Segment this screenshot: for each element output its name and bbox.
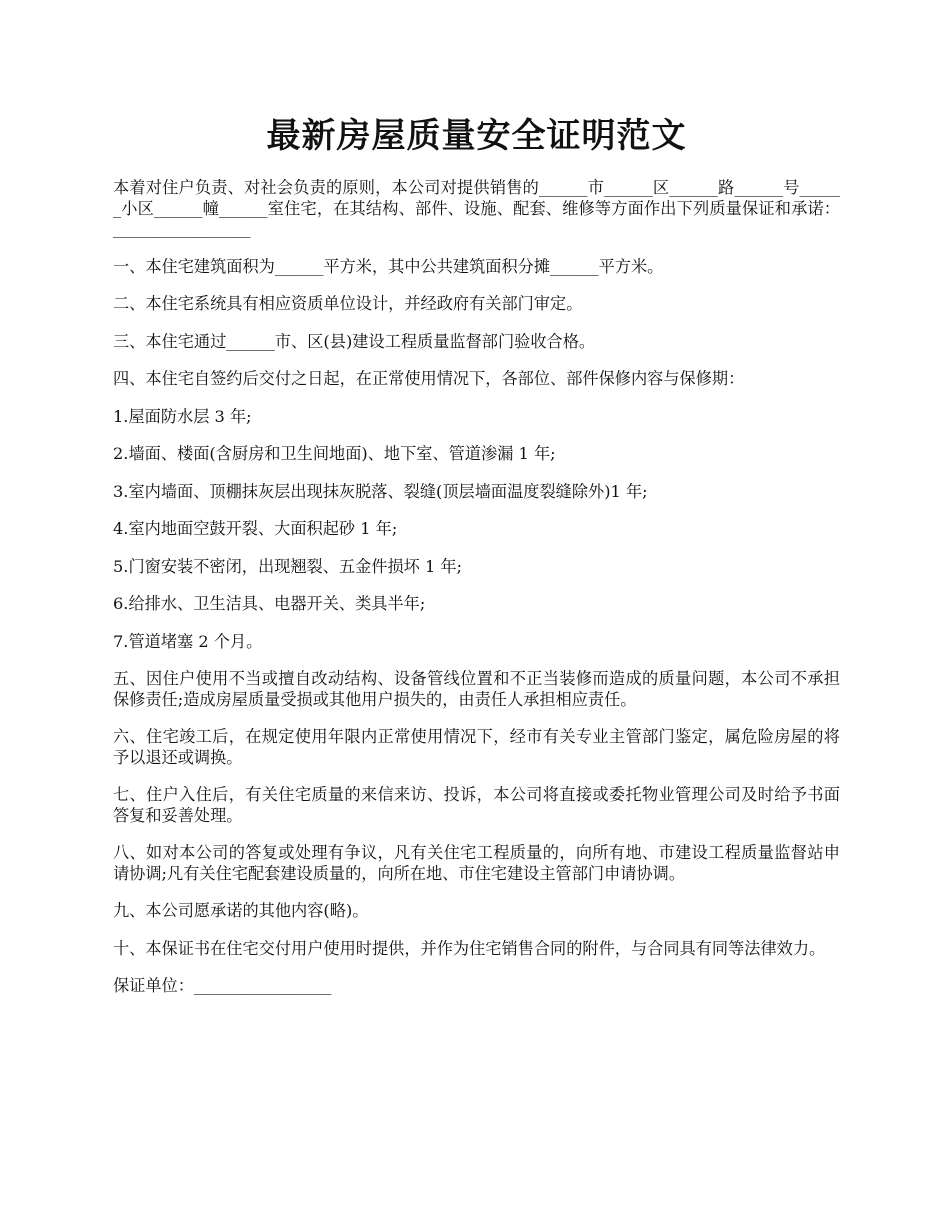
clause-9-other: 九、本公司愿承诺的其他内容(略)。: [113, 901, 369, 920]
warranty-item-3: 3.室内墙面、顶棚抹灰层出现抹灰脱落、裂缝(顶层墙面温度裂缝除外)1 年;: [113, 481, 648, 501]
intro-paragraph: 本着对住户负责、对社会负责的原则，本公司对提供销售的______市______区______路______号______小区______幢______室住宅，在其结构、部件、设施、配套、维修等方面作出下列质量保证和承诺：_________________: [113, 178, 840, 238]
clause-2-design: 二、本住宅系统具有相应资质单位设计，并经政府有关部门审定。: [113, 294, 583, 313]
warranty-item-4: 4.室内地面空鼓开裂、大面积起砂 1 年;: [113, 519, 398, 538]
guarantor-signature-line: 保证单位：_________________: [113, 976, 332, 995]
warranty-item-2: 2.墙面、楼面(含厨房和卫生间地面)、地下室、管道渗漏 1 年;: [113, 444, 556, 463]
clause-3-acceptance: 三、本住宅通过______市、区(县)建设工程质量监督部门验收合格。: [113, 331, 596, 351]
warranty-item-1: 1.屋面防水层 3 年;: [113, 406, 252, 426]
clause-4-warranty: 四、本住宅自签约后交付之日起，在正常使用情况下，各部位、部件保修内容与保修期：: [113, 369, 745, 388]
clause-1-area: 一、本住宅建筑面积为______平方米，其中公共建筑面积分摊______平方米。: [113, 256, 664, 276]
warranty-item-6: 6.给排水、卫生洁具、电器开关、类具半年;: [113, 594, 426, 613]
document-page: [113, 0, 840, 1014]
document-body: [113, 178, 840, 997]
clause-8-disputes: 八、如对本公司的答复或处理有争议，凡有关住宅工程质量的，向所有地、市建设工程质量监督站申请协调;凡有关住宅配套建设质量的，向所在地、市住宅建设主管部门申请协调。: [113, 843, 840, 883]
document-title: 最新房屋质量安全证明范文: [266, 116, 687, 156]
warranty-item-5: 5.门窗安装不密闭，出现翘裂、五金件损坏 1 年;: [113, 556, 463, 576]
clause-6-dangerous-house: 六、住宅竣工后，在规定使用年限内正常使用情况下，经市有关专业主管部门鉴定，属危险房屋的将予以退还或调换。: [113, 727, 840, 767]
warranty-item-7: 7.管道堵塞 2 个月。: [113, 631, 263, 651]
clause-5-liability: 五、因住户使用不当或擅自改动结构、设备管线位置和不正当装修而造成的质量问题，本公司不承担保修责任;造成房屋质量受损或其他用户损失的，由责任人承担相应责任。: [113, 669, 840, 709]
clause-7-complaints: 七、住户入住后，有关住宅质量的来信来访、投诉，本公司将直接或委托物业管理公司及时给予书面答复和妥善处理。: [113, 785, 840, 825]
clause-10-validity: 十、本保证书在住宅交付用户使用时提供，并作为住宅销售合同的附件，与合同具有同等法律效力。: [113, 938, 826, 958]
